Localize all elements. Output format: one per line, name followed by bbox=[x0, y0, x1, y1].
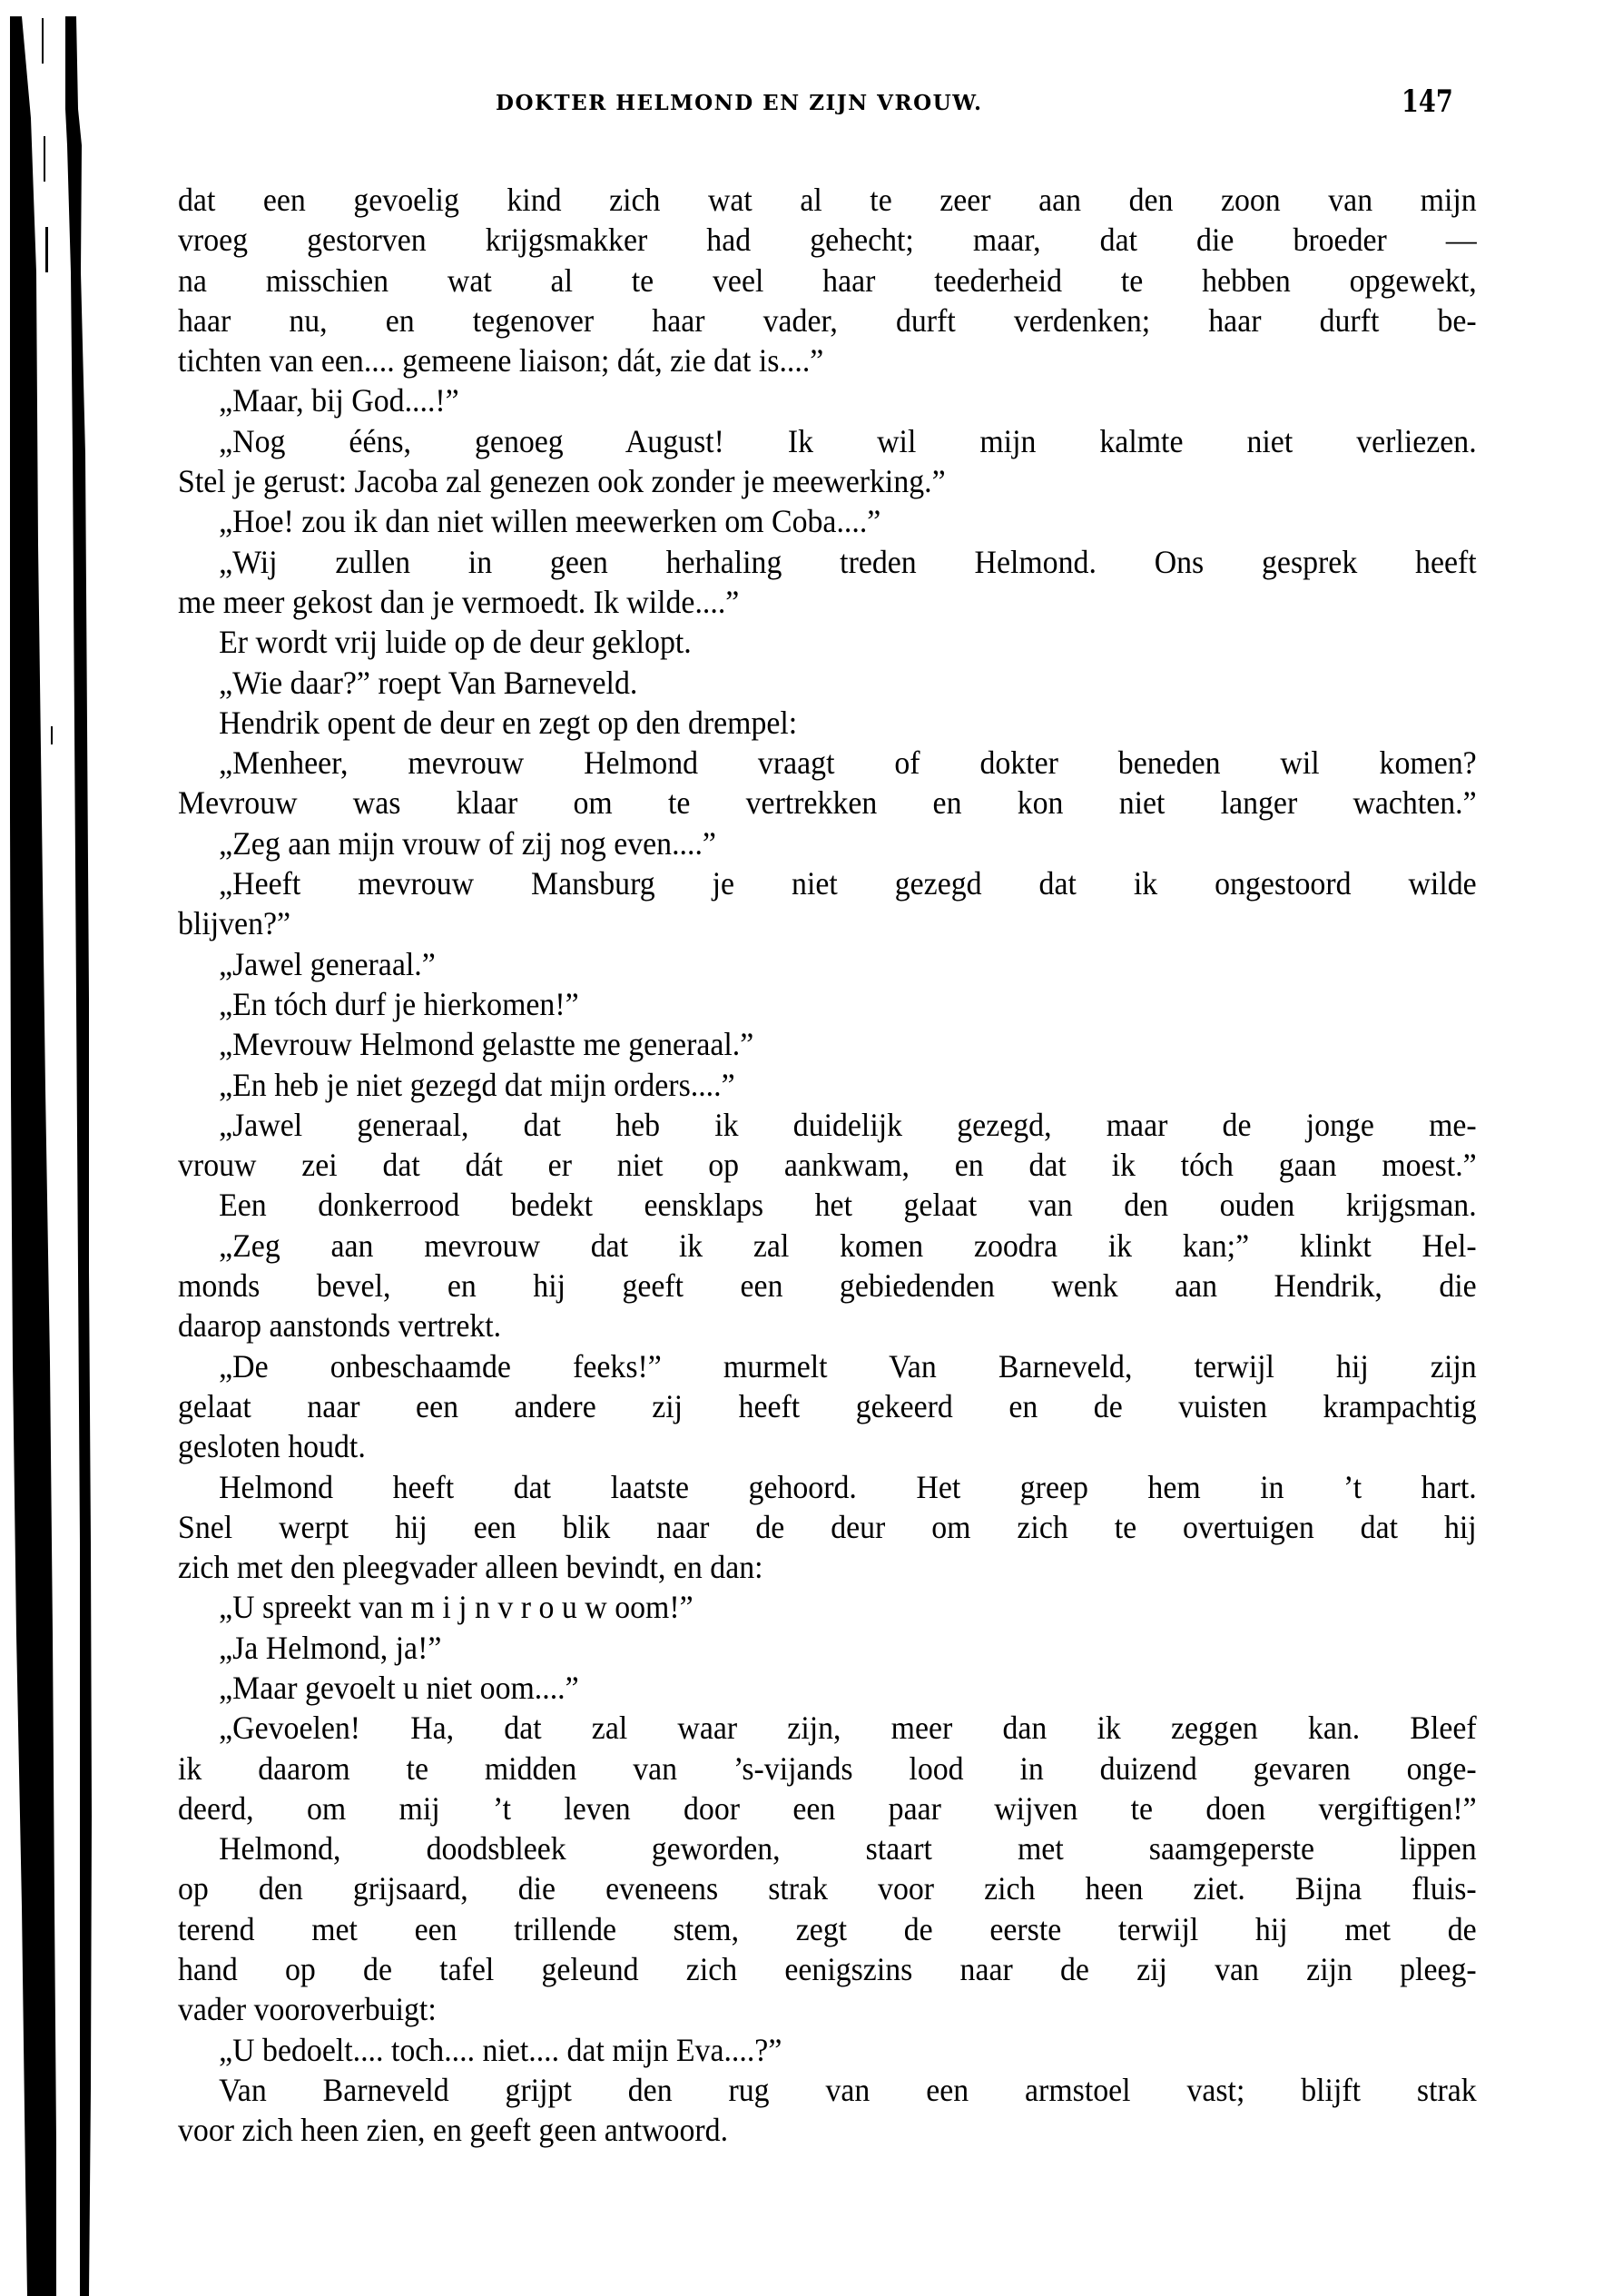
text-line: blijven?” bbox=[178, 905, 291, 942]
text-line: „Maar gevoelt u niet oom....” bbox=[219, 1669, 579, 1706]
text-line: haar nu, en tegenover haar vader, durft verdenken; haar durft be- bbox=[178, 301, 1477, 339]
text-line: „Ja Helmond, ja!” bbox=[219, 1629, 442, 1666]
text-line: „Menheer, mevrouw Helmond vraagt of dokter beneden wil komen? bbox=[219, 744, 1477, 782]
text-line: monds bevel, en hij geeft een gebiedenden wenk aan Hendrik, die bbox=[178, 1267, 1477, 1305]
text-line: „Maar, bij God....!” bbox=[219, 382, 459, 419]
text-line: me meer gekost dan je vermoedt. Ik wilde....” bbox=[178, 583, 740, 620]
text-line: ik daarom te midden van ’s-vijands lood in duizend gevaren onge- bbox=[178, 1749, 1477, 1787]
text-line: „De onbeschaamde feeks!” murmelt Van Barneveld, terwijl hij zijn bbox=[219, 1347, 1477, 1384]
text-line: „Jawel generaal.” bbox=[219, 945, 436, 982]
text-line: „Mevrouw Helmond gelastte me generaal.” bbox=[219, 1026, 754, 1063]
text-line: „U spreekt van m i j n v r o u w oom!” bbox=[219, 1589, 693, 1626]
text-line: vroeg gestorven krijgsmakker had gehecht; maar, dat die broeder — bbox=[178, 222, 1477, 259]
text-line: „Wij zullen in geen herhaling treden Helmond. Ons gesprek heeft bbox=[219, 543, 1477, 580]
text-line: Helmond heeft dat laatste gehoord. Het greep hem in ’t hart. bbox=[219, 1468, 1477, 1505]
text-line: Snel werpt hij een blik naar de deur om zich te overtuigen dat hij bbox=[178, 1508, 1477, 1545]
text-line: tichten van een.... gemeene liaison; dát, zie dat is....” bbox=[178, 342, 824, 379]
text-line: „Hoe! zou ik dan niet willen meewerken om Coba....” bbox=[219, 503, 881, 540]
text-line: „Nog ééns, genoeg August! Ik wil mijn kalmte niet verliezen. bbox=[219, 422, 1477, 459]
text-line: Hendrik opent de deur en zegt op den drempel: bbox=[219, 704, 798, 741]
page-number: 147 bbox=[1402, 84, 1453, 120]
text-line: vrouw zei dat dát er niet op aankwam, en dat ik tóch gaan moest.” bbox=[178, 1147, 1477, 1184]
text-line: daarop aanstonds vertrekt. bbox=[178, 1307, 502, 1345]
text-line: „Jawel generaal, dat heb ik duidelijk gezegd, maar de jonge me- bbox=[219, 1106, 1477, 1143]
text-line: vader vooroverbuigt: bbox=[178, 1991, 437, 2028]
text-line: Mevrouw was klaar om te vertrekken en kon niet langer wachten.” bbox=[178, 784, 1477, 822]
text-line: hand op de tafel geleund zich eenigszins naar de zij van zijn pleeg- bbox=[178, 1951, 1477, 1988]
text-line: Helmond, doodsbleek geworden, staart met saamgeperste lippen bbox=[219, 1830, 1477, 1867]
binding-speckle bbox=[42, 18, 53, 744]
text-line: op den grijsaard, die eveneens strak voor zich heen ziet. Bijna fluis- bbox=[178, 1870, 1477, 1907]
text-line: „Zeg aan mijn vrouw of zij nog even....” bbox=[219, 824, 716, 862]
text-line: zich met den pleegvader alleen bevindt, en dan: bbox=[178, 1549, 763, 1586]
text-line: Stel je gerust: Jacoba zal genezen ook zonder je meewerking.” bbox=[178, 463, 946, 500]
text-line: dat een gevoelig kind zich wat al te zeer aan den zoon van mijn bbox=[178, 182, 1477, 218]
text-line: gesloten houdt. bbox=[178, 1428, 366, 1465]
text-line: voor zich heen zien, en geeft geen antwoord. bbox=[178, 2112, 729, 2149]
text-line: „Heeft mevrouw Mansburg je niet gezegd dat ik ongestoord wilde bbox=[219, 865, 1477, 902]
text-line: „En tóch durf je hierkomen!” bbox=[219, 985, 579, 1022]
text-line: „Gevoelen! Ha, dat zal waar zijn, meer dan ik zeggen kan. Bleef bbox=[219, 1710, 1477, 1747]
book-page bbox=[178, 0, 1476, 2296]
text-line: gelaat naar een andere zij heeft gekeerd en de vuisten krampachtig bbox=[178, 1387, 1477, 1424]
body-text bbox=[178, 180, 1476, 2151]
text-line: Van Barneveld grijpt den rug van een armstoel vast; blijft strak bbox=[219, 2071, 1477, 2108]
text-line: na misschien wat al te veel haar teederheid te hebben opgewekt, bbox=[178, 261, 1477, 299]
running-title: DOKTER HELMOND EN ZIJN VROUW. bbox=[496, 91, 983, 115]
binding-shadow-outer bbox=[10, 16, 56, 2296]
text-line: „Wie daar?” roept Van Barneveld. bbox=[219, 664, 638, 701]
text-line: Een donkerrood bedekt eensklaps het gelaat van den ouden krijgsman. bbox=[219, 1187, 1477, 1224]
text-line: deerd, om mij ’t leven door een paar wijven te doen vergiftigen!” bbox=[178, 1789, 1477, 1827]
text-line: Er wordt vrij luide op de deur geklopt. bbox=[219, 624, 692, 661]
running-head bbox=[178, 84, 1476, 120]
binding-shadow-inner bbox=[65, 16, 92, 2296]
text-line: terend met een trillende stem, zegt de eerste terwijl hij met de bbox=[178, 1910, 1477, 1947]
text-line: „U bedoelt.... toch.... niet.... dat mijn Eva....?” bbox=[219, 2031, 782, 2068]
text-line: „En heb je niet gezegd dat mijn orders....” bbox=[219, 1066, 735, 1103]
book-binding-edge bbox=[0, 0, 109, 2296]
text-line: „Zeg aan mevrouw dat ik zal komen zoodra ik kan;” klinkt Hel- bbox=[219, 1227, 1477, 1264]
